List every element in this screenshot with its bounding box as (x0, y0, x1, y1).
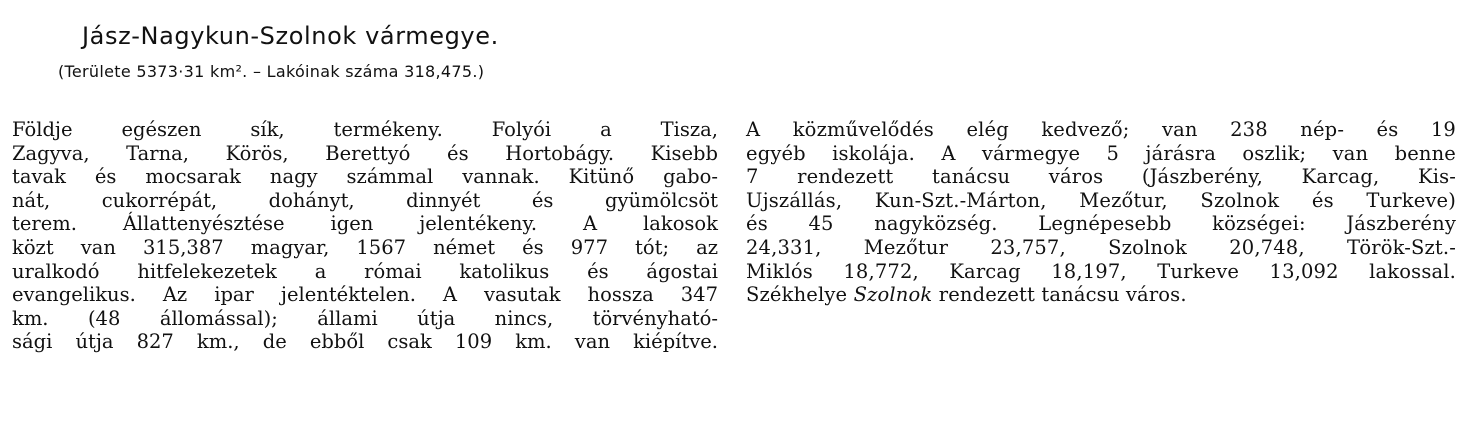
paragraph-line: Miklós 18,772, Karcag 18,197, Turkeve 13,092 lakossal. (746, 259, 1456, 283)
paragraph-line: Földje egészen sík, termékeny. Folyói a Tisza, (12, 118, 718, 141)
seat-text-before: Székhelye (746, 283, 854, 307)
paragraph-line: A közművelődés elég kedvező; van 238 nép- és 19 (746, 118, 1456, 141)
paragraph-line: km. (48 állomással); állami útja nincs, törvényható- (12, 306, 718, 330)
page-subtitle: (Területe 5373·31 km². – Lakóinak száma 318,475.) (58, 62, 485, 81)
paragraph-line: terem. Állattenyésztése igen jelentékeny. A lakosok (12, 212, 718, 236)
paragraph-line: nát, cukorrépát, dohányt, dinnyét és gyümölcsöt (12, 188, 718, 212)
page-title: Jász-Nagykun-Szolnok vármegye. (82, 22, 499, 50)
paragraph-line: 24,331, Mezőtur 23,757, Szolnok 20,748, Török-Szt.- (746, 235, 1456, 259)
seat-text-after: rendezett tanácsu város. (932, 283, 1187, 307)
seat-city-name: Szolnok (853, 283, 933, 307)
paragraph-line: tavak és mocsarak nagy számmal vannak. Kitünő gabo- (12, 165, 718, 189)
paragraph-line: Zagyva, Tarna, Körös, Berettyó és Hortobágy. Kisebb (12, 141, 718, 165)
left-column (12, 118, 718, 354)
paragraph-line: sági útja 827 km., de ebből csak 109 km. van kiépítve. (12, 330, 718, 354)
paragraph-line-last (746, 283, 1456, 307)
paragraph-line: evangelikus. Az ipar jelentéktelen. A vasutak hossza 347 (12, 283, 718, 307)
paragraph-line: uralkodó hitfelekezetek a római katolikus és ágostai (12, 259, 718, 283)
paragraph-line: 7 rendezett tanácsu város (Jászberény, Karcag, Kis- (746, 165, 1456, 189)
paragraph-line: közt van 315,387 magyar, 1567 német és 977 tót; az (12, 235, 718, 259)
paragraph-line: és 45 nagyközség. Legnépesebb községei: Jászberény (746, 212, 1456, 236)
paragraph-line: Ujszállás, Kun-Szt.-Márton, Mezőtur, Szolnok és Turkeve) (746, 188, 1456, 212)
paragraph-line: egyéb iskolája. A vármegye 5 járásra oszlik; van benne (746, 141, 1456, 165)
right-column (746, 118, 1456, 307)
